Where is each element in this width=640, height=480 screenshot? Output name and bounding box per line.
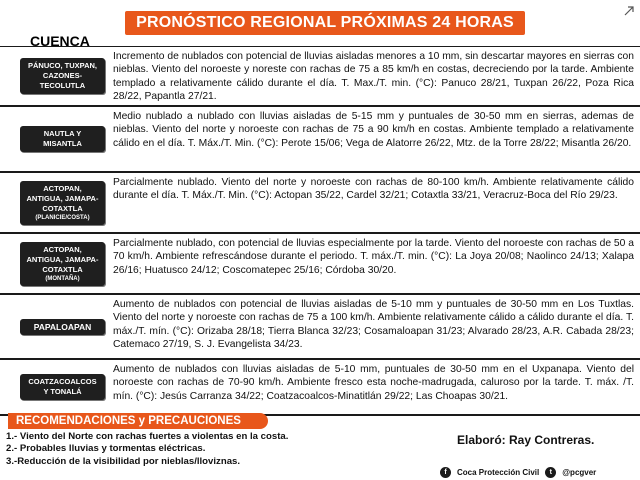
row-forecast-text: Parcialmente nublado. Viento del norte y noroeste con rachas de 80-100 km/h. Ambiente relativamente cálido durante el día. T. Máx./T. Min. (°C): Actopan 35/22, Cardel 32/21; Cotaxtla 33/21, Veracruz-Boca del Río 29/23. (113, 177, 634, 202)
row-label: NAUTLA Y MISANTLA (20, 126, 105, 152)
corner-arrow-icon (624, 6, 634, 16)
footer-handle: @pcgver (562, 467, 597, 477)
region-heading: CUENCA (30, 33, 90, 49)
row-forecast-text: Incremento de nublados con potencial de lluvias aisladas menores a 10 mm, sin descartar mayores en sierras con nieblas. Viento del noroeste y noreste con rachas de 75 a 85 km/h en costas, decreciendo por la tarde. Ambiente templado a relativamente cálido durante el día. T. Max./T. min. (°C): Panuco 28/21, Tuxpan 26/22, Poza Rica 28/22, Papantla 27/21. (113, 51, 634, 103)
forecast-title: PRONÓSTICO REGIONAL PRÓXIMAS 24 HORAS (136, 14, 514, 31)
row-label: ACTOPAN, ANTIGUA, JAMAPA- COTAXTLA (PLANICIE/COSTA) (20, 181, 105, 225)
forecast-row-coatzacoalcos (0, 360, 640, 416)
author-credit: Elaboró: Ray Contreras. (457, 433, 595, 447)
row-label: COATZACOALCOS Y TONALÁ (20, 374, 105, 400)
forecast-row-actopan-costa (0, 173, 640, 234)
row-forecast-text: Aumento de nublados con lluvias aisladas de 5-10 mm, puntuales de 30-50 mm en el Uxpanapa. Viento del noroeste con rachas de 70-90 km/h. Ambiente fresco esta noche-madrugada, caluroso por la tarde. T. máx. /T. mín. (°C): Jesús Carranza 34/22; Coatzacoalcos-Minatitlán 29/22; Las Choapas 30/21. (113, 364, 634, 402)
row-label: PAPALOAPAN (20, 319, 105, 335)
recommendations-list (6, 431, 288, 468)
forecast-row-papaloapan (0, 295, 640, 360)
row-forecast-text: Aumento de nublados con potencial de lluvias aisladas de 5-10 mm y puntuales de 30-50 mm en Los Tuxtlas. Viento del norte y noroeste con rachas de 75 a 100 km/h. Ambiente relativamente cálido a cálido durante el día. T. máx./T. mín. (°C): Orizaba 28/18; Tierra Blanca 32/23; Cosamaloapan 31/23; Alvarado 28/23, A.R. Cabada 28/23; Catemaco 27/19, S. J. Evangelista 34/23. (113, 299, 634, 351)
row-label: PÁNUCO, TUXPAN, CAZONES- TECOLUTLA (20, 58, 105, 94)
recommendation-item: 3.-Reducción de la visibilidad por nieblas/lloviznas. (6, 455, 241, 467)
forecast-title-banner (125, 11, 525, 35)
twitter-icon: t (545, 467, 556, 478)
forecast-row-nautla (0, 107, 640, 173)
recommendations-heading: RECOMENDACIONES y PRECAUCIONES (8, 413, 268, 429)
footer-org: Coca Protección Civil (457, 467, 540, 477)
row-forecast-text: Parcialmente nublado, con potencial de lluvias especialmente por la tarde. Viento del noroeste con rachas de 50 a 70 km/h. Ambiente refrescándose durante el periodo. T. máx./T. min. (°C): La Joya 20/08; Naolinco 24/13; Xalapa 26/16; Huatusco 24/12; Coscomatepec 25/16; Córdoba 30/20. (113, 238, 634, 276)
forecast-table (0, 46, 640, 416)
row-label: ACTOPAN, ANTIGUA, JAMAPA- COTAXTLA (MONTAÑA) (20, 242, 105, 286)
recommendation-item: 2.- Probables lluvias y tormentas eléctricas. (6, 443, 206, 455)
row-forecast-text: Medio nublado a nublado con lluvias aisladas de 5-15 mm y puntuales de 30-50 mm en sierras, ademas de nieblas. Viento del norte y noroeste con rachas de 75 a 90 km/h en costas. Ambiente templado a relativamente cálido en el día. T. Máx./T. Min. (°C): Perote 15/06; Vega de Alatorre 26/22, Mtz. de la Torre 28/22; Misantla 26/20. (113, 111, 634, 149)
recommendation-item: 1.- Viento del Norte con rachas fuertes a violentas en la costa. (6, 431, 289, 442)
forecast-row-actopan-montana (0, 234, 640, 295)
facebook-icon: f (440, 467, 451, 478)
forecast-row-panuco (0, 46, 640, 107)
footer-social (440, 464, 640, 480)
